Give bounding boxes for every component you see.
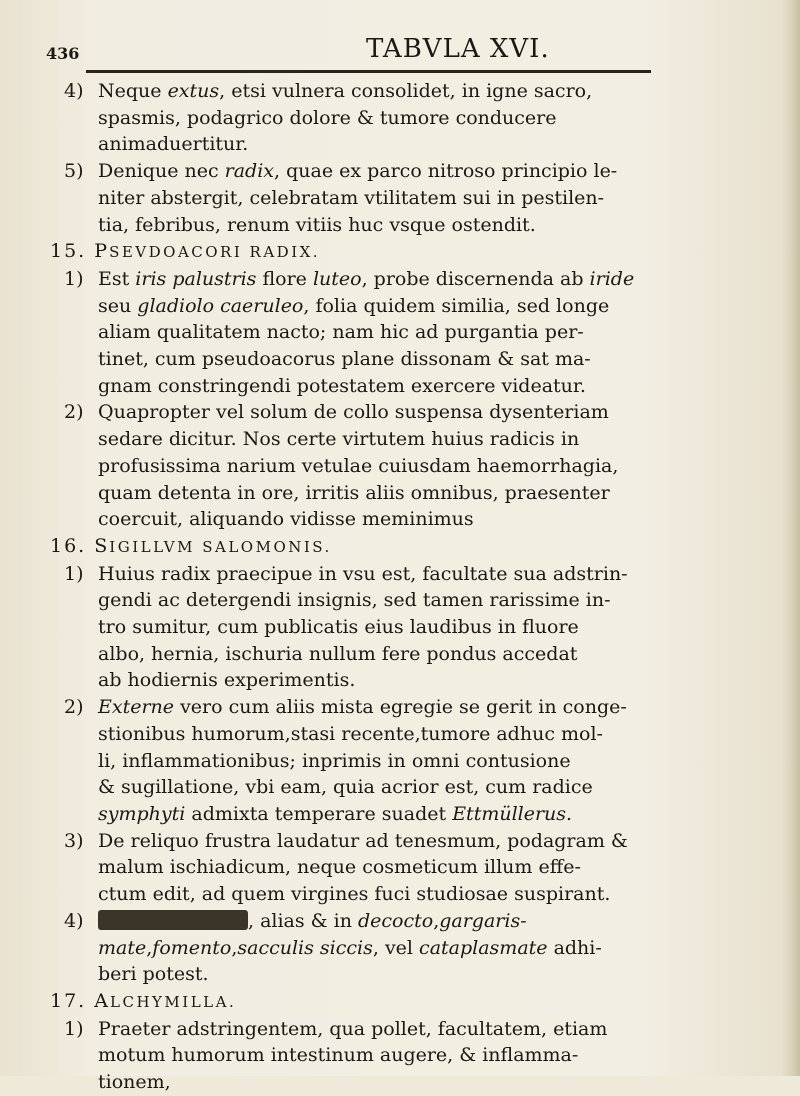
text-line: De reliquo frustra laudatur ad tenesmum, podagram & [98, 829, 628, 852]
numbered-paragraph [64, 694, 764, 828]
text-line: tionem, [98, 1071, 171, 1094]
italic-term: radix [224, 160, 275, 183]
numbered-paragraph [64, 399, 764, 533]
paragraph-number: 4) [64, 909, 84, 932]
text-line: ab hodiernis experimentis. [98, 669, 356, 692]
italic-term: cataplasmate [419, 936, 548, 959]
italic-term: extus [167, 80, 220, 102]
header-rule [86, 70, 651, 73]
section-title-rest: LCHYMILLA. [110, 992, 237, 1011]
section-title-initial: P [94, 240, 110, 263]
text-line: niter abstergit, celebratam vtilitatem sui in pestilen- [98, 186, 605, 209]
numbered-paragraph [64, 1016, 764, 1096]
text-line: coercuit, aliquando vidisse meminimus [98, 508, 474, 531]
text-line: spasmis, podagrico dolore & tumore conducere [98, 106, 557, 129]
section-title-initial: A [94, 989, 110, 1012]
italic-term: fomento [152, 936, 232, 959]
text-line: Externe vero cum aliis mista egregie se gerit in conge- [98, 696, 627, 719]
text-line: li, inflammationibus; inprimis in omni contusione [98, 749, 571, 772]
section-heading [50, 988, 750, 1016]
page-body [50, 78, 764, 1096]
text-line: albo, hernia, ischuria nullum fere pondus accedat [98, 642, 578, 665]
section-title-word: RADIX. [242, 243, 321, 262]
text-line: Denique nec radix, quae ex parco nitroso principio le- [98, 160, 618, 183]
section-title-rest: SEVDOACORI [109, 243, 243, 262]
paragraph-number: 1) [64, 562, 84, 585]
numbered-paragraph [64, 266, 764, 400]
text-line: aliam qualitatem nacto; nam hic ad purgantia per- [98, 321, 584, 344]
italic-term: luteo [312, 267, 362, 290]
section-title-word: SALOMONIS. [194, 537, 332, 556]
page-number: 436 [46, 44, 80, 63]
text-line: gendi ac detergendi insignis, sed tamen rarissime in- [98, 589, 611, 612]
text-line: ctum edit, ad quem virgines fuci studiosae suspirant. [98, 883, 611, 906]
italic-term: gargaris- [439, 909, 527, 932]
text-line: sedare dicitur. Nos certe virtutem huius radicis in [98, 428, 580, 451]
section-number: 16. [50, 534, 95, 557]
paragraph-number: 1) [64, 1017, 84, 1040]
text-line: Huius radix praecipue in vsu est, facultate sua adstrin- [98, 562, 628, 585]
text-line: beri potest. [98, 963, 209, 986]
text-line: Quapropter vel solum de collo suspensa dysenteriam [98, 401, 609, 424]
italic-term: mate [98, 936, 147, 959]
text-line: motum humorum intestinum augere, & inflamma- [98, 1044, 579, 1067]
italic-term: iris palustris [135, 267, 257, 290]
section-title-initial: S [94, 534, 110, 557]
italic-term: symphyti [98, 802, 186, 825]
paragraph-number: 2) [64, 401, 84, 424]
italic-term: iride [589, 267, 635, 290]
text-line: Praeter adstringentem, qua pollet, facultatem, etiam [98, 1017, 608, 1040]
text-line: symphyti admixta temperare suadet Ettmüllerus. [98, 802, 573, 825]
running-title: TABVLA XVI. [366, 34, 550, 64]
section-number: 17. [50, 989, 95, 1012]
text-line: stionibus humorum,stasi recente,tumore adhuc mol- [98, 722, 603, 745]
text-line: , alias & in decocto,gargaris- [98, 908, 764, 935]
numbered-paragraph [64, 908, 764, 988]
text-line: seu gladiolo caeruleo, folia quidem similia, sed longe [98, 294, 610, 317]
text-line: quam detenta in ore, irritis aliis omnibus, praesenter [98, 481, 610, 504]
numbered-paragraph [64, 561, 764, 695]
text-line: Est iris palustris flore luteo, probe discernenda ab iride [98, 267, 635, 290]
text-line: mate,fomento,sacculis siccis, vel cataplasmate adhi- [98, 936, 602, 959]
italic-term: Externe [98, 696, 175, 719]
italic-term: Ettmüllerus. [452, 802, 573, 825]
paragraph-number: 1) [64, 267, 84, 290]
text-line: tinet, cum pseudoacorus plane dissonam & sat ma- [98, 348, 591, 371]
text-line: & sugillatione, vbi eam, quia acrior est, cum radice [98, 776, 593, 799]
paragraph-number: 2) [64, 696, 84, 719]
paragraph-number: 4) [64, 80, 84, 102]
text-line: tia, febribus, renum vitiis huc vsque ostendit. [98, 213, 536, 236]
text-line: Neque extus, etsi vulnera consolidet, in igne sacro, [98, 80, 593, 102]
text-line: tro sumitur, cum publicatis eius laudibus in fluore [98, 616, 579, 639]
section-title-rest: IGILLVM [109, 537, 195, 556]
section-number: 15. [50, 240, 95, 263]
numbered-paragraph [64, 158, 764, 238]
paragraph-number: 3) [64, 829, 84, 852]
section-heading [50, 533, 750, 561]
section-heading [50, 238, 750, 266]
italic-term: sacculis siccis [237, 936, 373, 959]
text-line: profusissima narium vetulae cuiusdam haemorrhagia, [98, 454, 619, 477]
italic-term: decocto [357, 909, 434, 932]
text-line: animaduertitur. [98, 133, 249, 156]
numbered-paragraph [64, 828, 764, 908]
italic-term: gladiolo caeruleo [137, 294, 304, 317]
page-edge-shadow [782, 0, 800, 1076]
text-line: malum ischiadicum, neque cosmeticum illum effe- [98, 856, 581, 879]
text-line: gnam constringendi potestatem exercere videatur. [98, 374, 586, 397]
page-header [46, 30, 766, 70]
ink-blot [98, 910, 248, 930]
paragraph-number: 5) [64, 160, 84, 183]
numbered-paragraph [64, 78, 764, 158]
